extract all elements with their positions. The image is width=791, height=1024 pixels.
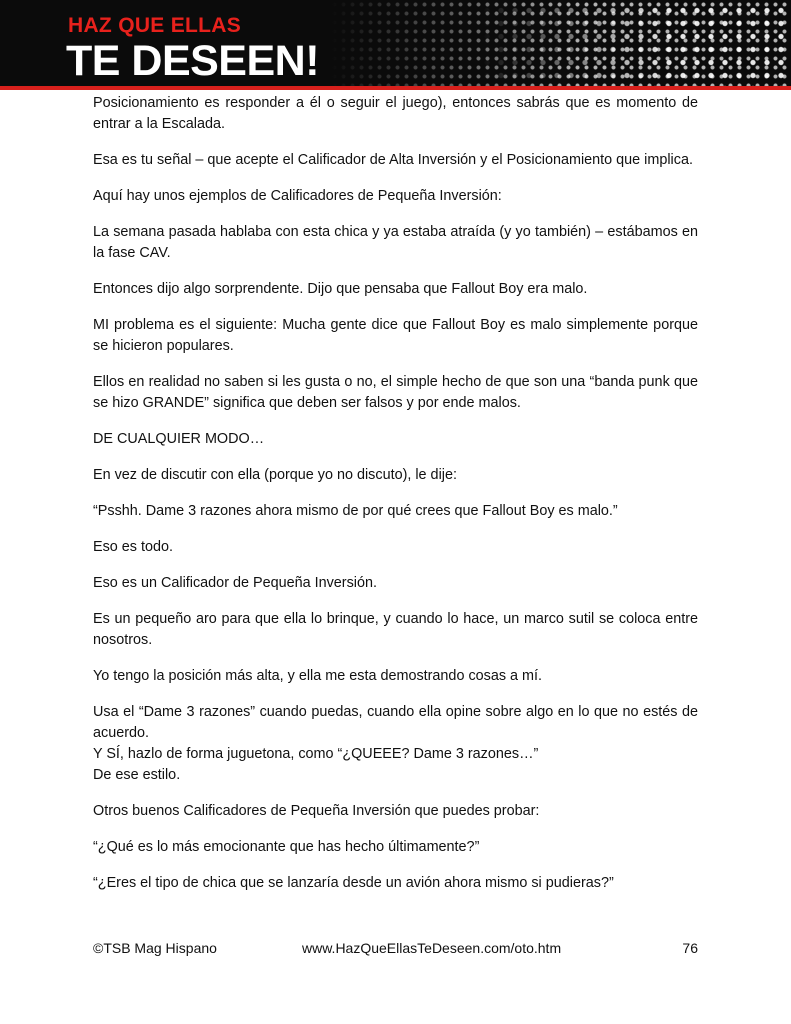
paragraph: Ellos en realidad no saben si les gusta o no, el simple hecho de que son una “banda punk que se hizo GRANDE” significa que deben ser falsos y por ende malos. xyxy=(93,374,698,411)
paragraph: Eso es un Calificador de Pequeña Inversión. xyxy=(93,575,377,591)
quote: “Psshh. Dame 3 razones ahora mismo de por qué crees que Fallout Boy es malo.” xyxy=(93,503,618,519)
paragraph: Y SÍ, hazlo de forma juguetona, como “¿QUEEE? Dame 3 razones…” xyxy=(93,746,539,762)
paragraph: Es un pequeño aro para que ella lo brinque, y cuando lo hace, un marco sutil se coloca entre nosotros. xyxy=(93,611,698,648)
paragraph: Entonces dijo algo sorprendente. Dijo que pensaba que Fallout Boy era malo. xyxy=(93,281,588,297)
footer-url: www.HazQueEllasTeDeseen.com/oto.htm xyxy=(302,940,562,956)
paragraph: Otros buenos Calificadores de Pequeña Inversión que puedes probar: xyxy=(93,803,540,819)
paragraph: Aquí hay unos ejemplos de Calificadores de Pequeña Inversión: xyxy=(93,188,502,204)
paragraph: La semana pasada hablaba con esta chica y ya estaba atraída (y yo también) – estábamos en la fase CAV. xyxy=(93,224,698,261)
page-body xyxy=(93,93,698,909)
paragraph: En vez de discutir con ella (porque yo no discuto), le dije: xyxy=(93,467,457,483)
paragraph: Usa el “Dame 3 razones” cuando puedas, cuando ella opine sobre algo en lo que no estés de acuerdo. xyxy=(93,704,698,741)
paragraph: DE CUALQUIER MODO… xyxy=(93,431,265,447)
paragraph: MI problema es el siguiente: Mucha gente dice que Fallout Boy es malo simplemente porque se hicieron populares. xyxy=(93,317,698,354)
paragraph: Yo tengo la posición más alta, y ella me esta demostrando cosas a mí. xyxy=(93,668,543,684)
quote: “¿Eres el tipo de chica que se lanzaría desde un avión ahora mismo si pudieras?” xyxy=(93,875,614,891)
header-divider xyxy=(0,86,791,90)
logo-line-2: TE DESEEN! xyxy=(66,37,320,85)
paragraph: De ese estilo. xyxy=(93,767,181,783)
paragraph: Posicionamiento es responder a él o seguir el juego), entonces sabrás que es momento de entrar a la Escalada. xyxy=(93,95,698,132)
paragraph: Eso es todo. xyxy=(93,539,173,555)
paragraph: Esa es tu señal – que acepte el Calificador de Alta Inversión y el Posicionamiento que implica. xyxy=(93,152,693,168)
page-footer xyxy=(93,940,698,962)
quote: “¿Qué es lo más emocionante que has hecho últimamente?” xyxy=(93,839,480,855)
page-number: 76 xyxy=(682,940,698,956)
logo-line-1: HAZ QUE ELLAS xyxy=(68,14,242,37)
header-dot-pattern-large xyxy=(480,4,791,86)
footer-copyright: ©TSB Mag Hispano xyxy=(93,940,217,956)
page-header xyxy=(0,0,791,86)
